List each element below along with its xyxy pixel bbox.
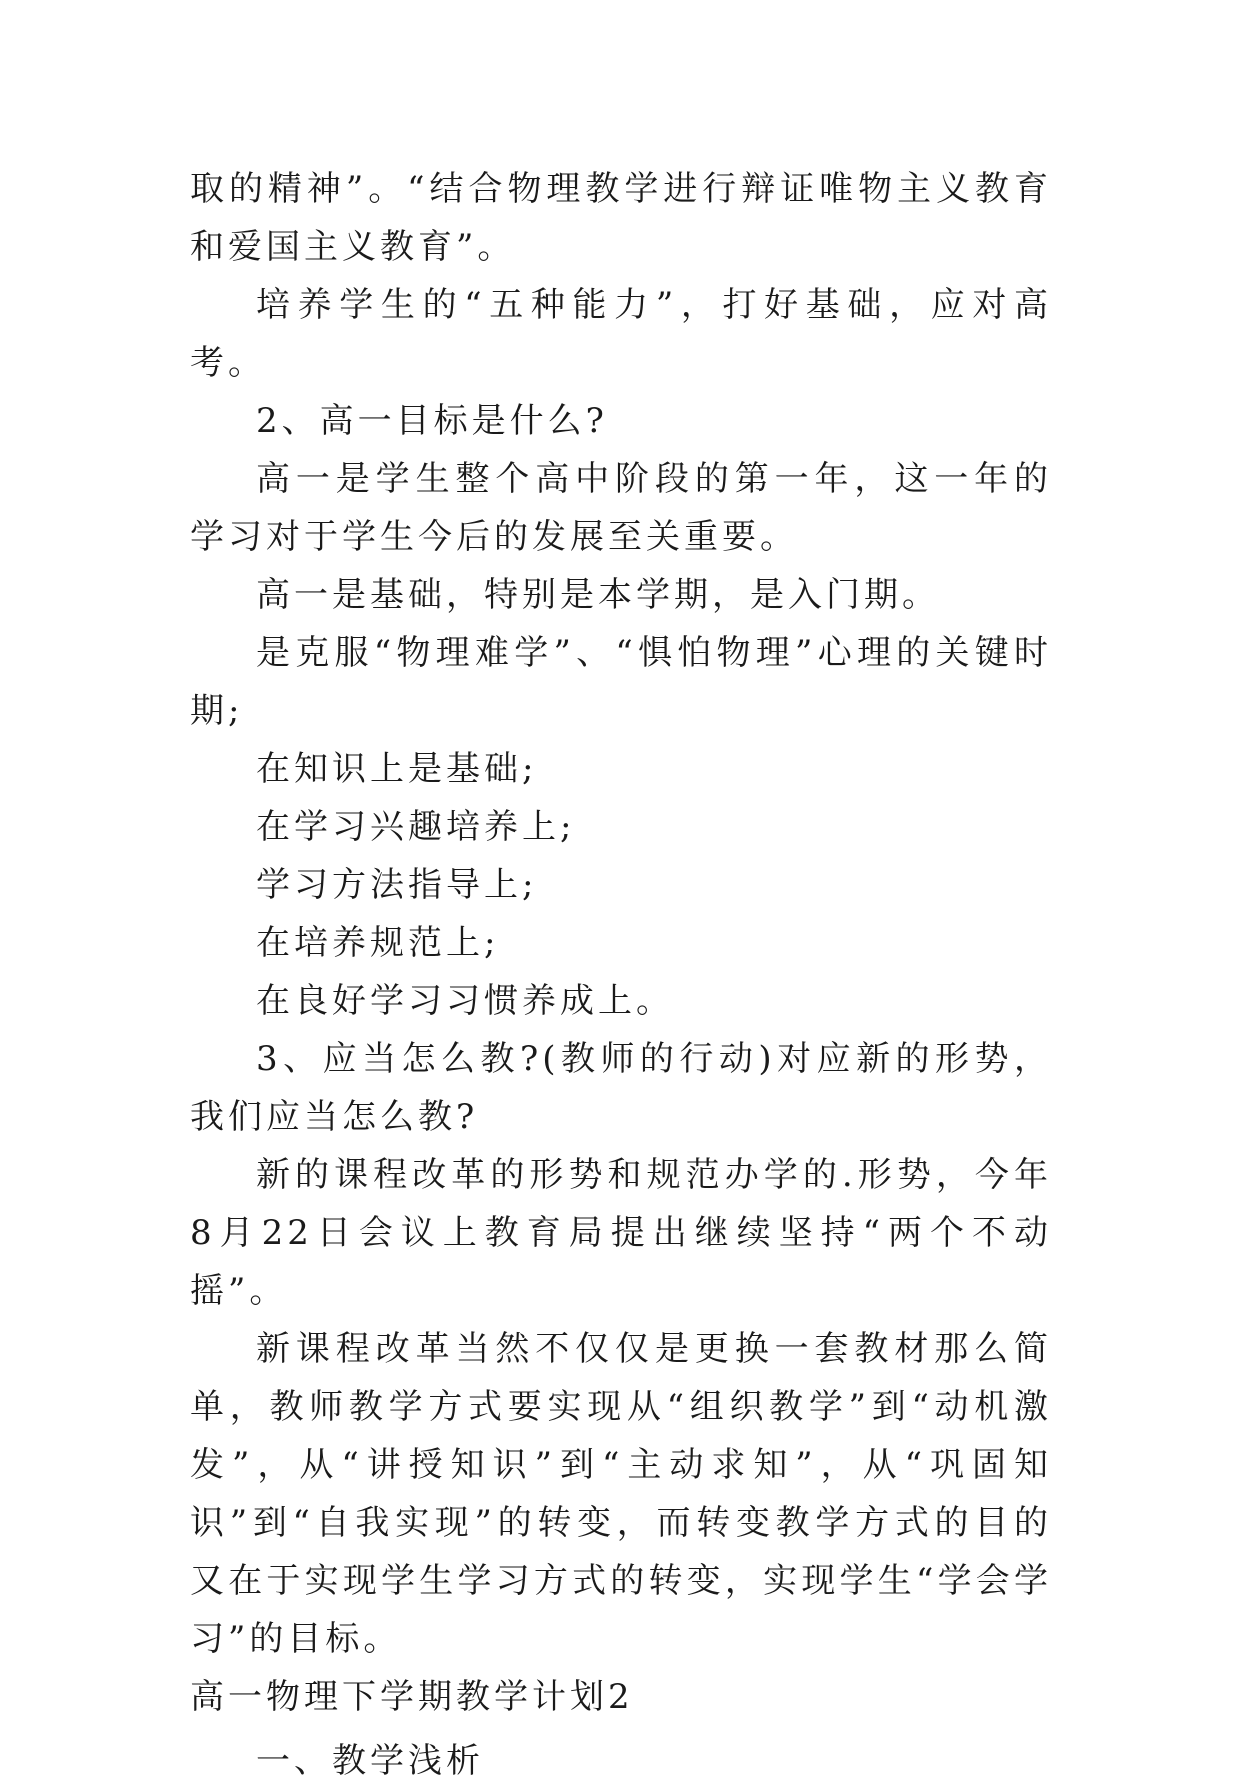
paragraph-norms: 在培养规范上; [256, 923, 500, 963]
section-title: 高一物理下学期教学计划2 [190, 1677, 634, 1717]
paragraph-foundation: 高一是基础，特别是本学期，是入门期。 [256, 575, 940, 615]
paragraph-new-curriculum: 新课程改革当然不仅仅是更换一套教材那么简单，教师教学方式要实现从“组织教学”到“动机激发”，从“讲授知识”到“主动求知”，从“巩固知识”到“自我实现”的转变，而转变教学方式的目的又在于实现学生学习方式的转变，实现学生“学会学习”的目标。 [190, 1329, 1052, 1659]
paragraph-overcome: 是克服“物理难学”、“惧怕物理”心理的关键时期; [190, 633, 1052, 731]
paragraph-reform-situation: 新的课程改革的形势和规范办学的.形势，今年8月22日会议上教育局提出继续坚持“两个不动摇”。 [190, 1155, 1052, 1311]
paragraph-first-year: 高一是学生整个高中阶段的第一年，这一年的学习对于学生今后的发展至关重要。 [190, 459, 1052, 557]
paragraph-how-to-teach: 3、应当怎么教?(教师的行动)对应新的形势，我们应当怎么教? [190, 1039, 1052, 1137]
paragraph-heading-goal: 2、高一目标是什么? [256, 401, 608, 441]
paragraph-five-abilities: 培养学生的“五种能力”，打好基础，应对高考。 [190, 285, 1052, 383]
paragraph-continuation: 取的精神”。“结合物理教学进行辩证唯物主义教育和爱国主义教育”。 [190, 169, 1052, 267]
section-first-item: 一、教学浅析 [256, 1741, 484, 1781]
paragraph-knowledge: 在知识上是基础; [256, 749, 538, 789]
paragraph-interest: 在学习兴趣培养上; [256, 807, 576, 847]
paragraph-habits: 在良好学习习惯养成上。 [256, 981, 674, 1021]
document-body [190, 160, 1052, 1790]
paragraph-method: 学习方法指导上; [256, 865, 538, 905]
